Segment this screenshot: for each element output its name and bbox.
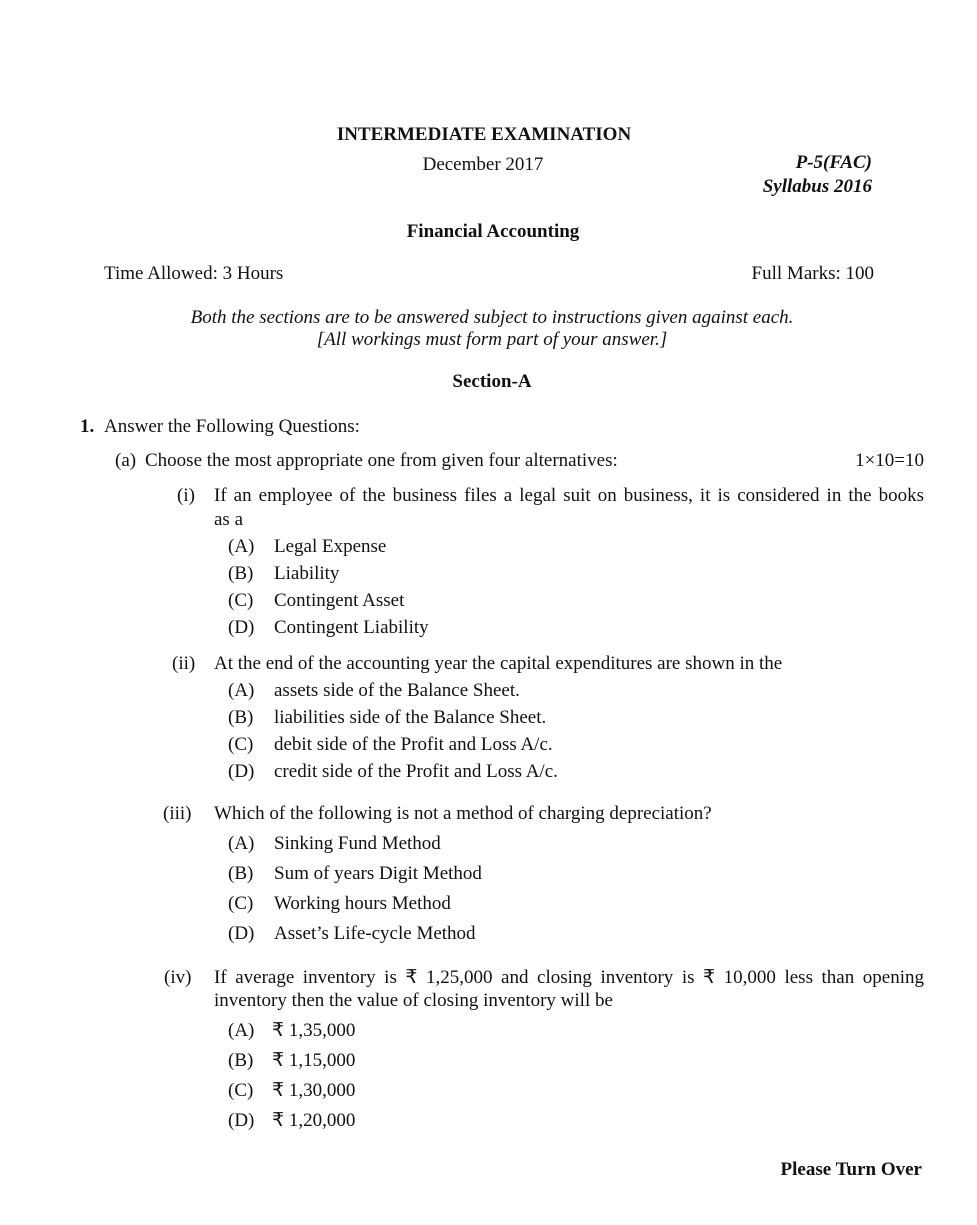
option-text: Asset’s Life-cycle Method <box>274 923 476 944</box>
option-text: liabilities side of the Balance Sheet. <box>274 707 547 728</box>
option-label: (A) <box>228 833 255 854</box>
option-text: Sum of years Digit Method <box>274 863 482 884</box>
option-label: (B) <box>228 563 254 584</box>
option-label: (A) <box>228 680 255 701</box>
item-text: Which of the following is not a method of charging depreciation? <box>214 803 712 824</box>
option-label: (B) <box>228 1050 254 1071</box>
instruction: Both the sections are to be answered subject to instructions given against each. <box>190 307 794 328</box>
option-label: (D) <box>228 1110 255 1131</box>
option-label: (B) <box>228 863 254 884</box>
part-text: Choose the most appropriate one from given four alternatives: <box>145 450 618 471</box>
item-label: (iv) <box>164 967 192 988</box>
syllabus: Syllabus 2016 <box>762 176 872 197</box>
item-label: (ii) <box>172 653 196 674</box>
option-label: (A) <box>228 536 255 557</box>
full-marks: Full Marks: 100 <box>751 263 874 284</box>
option-text: ₹ 1,30,000 <box>272 1080 356 1101</box>
item-text: as a <box>214 509 244 530</box>
item-text: If average inventory is ₹ 1,25,000 and closing inventory is ₹ 10,000 less than opening <box>214 967 924 988</box>
option-label: (C) <box>228 893 254 914</box>
time-allowed: Time Allowed: 3 Hours <box>104 263 284 284</box>
option-text: Working hours Method <box>274 893 451 914</box>
option-text: ₹ 1,15,000 <box>272 1050 356 1071</box>
option-label: (C) <box>228 1080 254 1101</box>
subject-title: Financial Accounting <box>406 221 580 242</box>
item-label: (iii) <box>163 803 192 824</box>
option-label: (D) <box>228 761 255 782</box>
option-label: (D) <box>228 923 255 944</box>
option-text: ₹ 1,35,000 <box>272 1020 356 1041</box>
option-text: Liability <box>274 563 340 584</box>
option-text: Sinking Fund Method <box>274 833 441 854</box>
item-text: If an employee of the business files a legal suit on business, it is considered in the books <box>214 485 924 506</box>
item-label: (i) <box>177 485 195 506</box>
option-label: (A) <box>228 1020 255 1041</box>
exam-date: December 2017 <box>422 154 544 175</box>
instruction: [All workings must form part of your answer.] <box>316 329 668 350</box>
question-number: 1. <box>80 416 95 437</box>
option-text: Contingent Liability <box>274 617 429 638</box>
paper-code: P-5(FAC) <box>795 152 872 173</box>
option-label: (B) <box>228 707 254 728</box>
question-title: Answer the Following Questions: <box>104 416 360 437</box>
please-turn-over: Please Turn Over <box>780 1159 922 1180</box>
option-text: Contingent Asset <box>274 590 405 611</box>
option-text: assets side of the Balance Sheet. <box>274 680 520 701</box>
option-label: (C) <box>228 734 254 755</box>
option-label: (D) <box>228 617 255 638</box>
option-text: debit side of the Profit and Loss A/c. <box>274 734 553 755</box>
item-text: At the end of the accounting year the capital expenditures are shown in the <box>214 653 783 674</box>
option-text: ₹ 1,20,000 <box>272 1110 356 1131</box>
item-text: inventory then the value of closing inventory will be <box>214 990 613 1011</box>
exam-title: INTERMEDIATE EXAMINATION <box>336 124 632 145</box>
option-label: (C) <box>228 590 254 611</box>
option-text: credit side of the Profit and Loss A/c. <box>274 761 558 782</box>
option-text: Legal Expense <box>274 536 387 557</box>
part-label: (a) <box>115 450 137 471</box>
section-heading: Section-A <box>452 371 532 392</box>
marks: 1×10=10 <box>855 450 924 471</box>
